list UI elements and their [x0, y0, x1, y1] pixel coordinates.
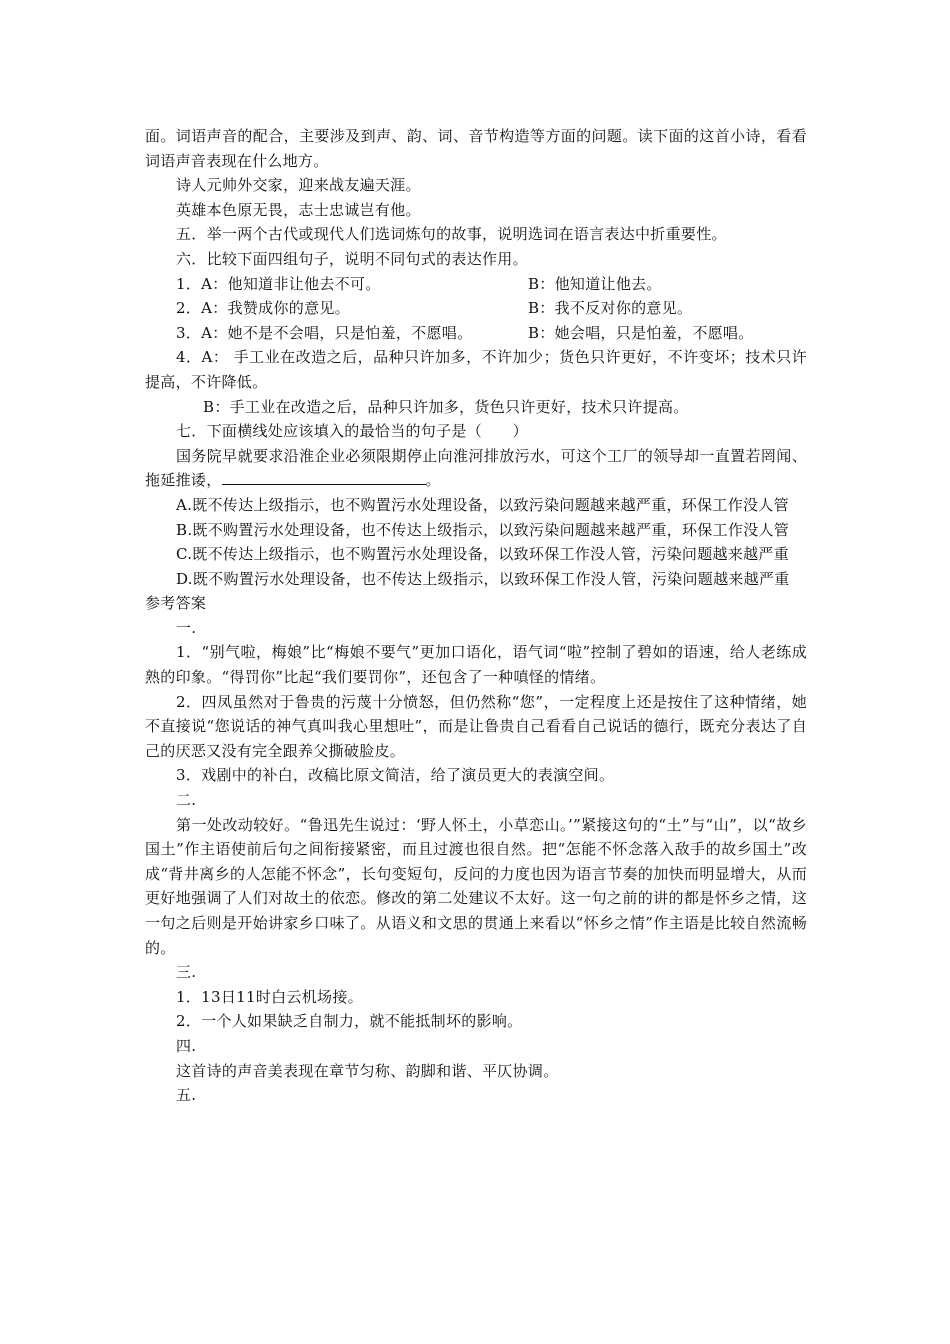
- poem-line: 诗人元帅外交家，迎来战友遍天涯。: [176, 176, 421, 195]
- option-a: A.既不传达上级指示，也不购置污水处理设备，以致污染问题越来越严重，环保工作没人管: [176, 495, 789, 514]
- sentence-b: B：她会唱，只是怕羞，不愿唱。: [528, 323, 754, 342]
- question-6-pair-4-b: B：手工业在改造之后，品种只许加多，货色只许更好，技术只许提高。: [203, 397, 689, 416]
- question-6-pair-2: [145, 296, 807, 321]
- stem-end: 。: [425, 471, 441, 490]
- answer-section-2: 二.: [176, 791, 197, 810]
- answer-3-2: 2．一个人如果缺乏自制力，就不能抵制坏的影响。: [176, 1012, 523, 1031]
- answer-3-1: 1．13日11时白云机场接。: [176, 987, 363, 1006]
- sentence-a: 3．A：她不是不会唱，只是怕羞，不愿唱。: [176, 323, 473, 342]
- question-6-pair-1: [145, 272, 807, 297]
- answer-1-1: 1．“别气啦，梅娘”比“梅娘不要气”更加口语化，语气词“啦”控制了碧如的语速，给人老练成熟的印象。“得罚你”比起“我们要罚你”，还包含了一种嗔怪的情绪。: [145, 643, 807, 687]
- answer-section-4: 四.: [176, 1036, 197, 1055]
- answer-section-1: 一.: [176, 618, 197, 637]
- question-6-pair-4-a: 4．A： 手工业在改造之后，品种只许加多，不许加少；货色只许更好，不许变坏；技术只许提高，不许降低。: [145, 348, 807, 391]
- poem-line: 英雄本色原无畏，志士忠诚岂有他。: [176, 200, 421, 219]
- question-7-stem: [145, 444, 807, 493]
- sentence-b: B：我不反对你的意见。: [528, 299, 693, 318]
- stem-text: 国务院早就要求沿淮企业必须限期停止向淮河排放污水，可这个工厂的领导却一直置若罔闻、拖延推诿，: [145, 446, 807, 490]
- sentence-a: 1．A：他知道非让他去不可。: [176, 274, 381, 293]
- text-line: 面。词语声音的配合，主要涉及到声、韵、词、音节构造等方面的问题。读下面的这首小诗，看看词语声音表现在什么地方。: [145, 127, 807, 170]
- answer-1-2: 2．四凤虽然对于鲁贵的污蔑十分愤怒，但仍然称“您”，一定程度上还是按住了这种情绪，她不直接说“您说话的神气真叫我心里想吐”，而是让鲁贵自己看看自己说话的德行，既充分表达了自己的厌恶又没有完全跟养父撕破脸皮。: [145, 692, 807, 760]
- option-d: D.既不购置污水处理设备，也不传达上级指示，以致环保工作没人管，污染问题越来越严重: [176, 569, 790, 588]
- question-6: 六．比较下面四组句子，说明不同句式的表达作用。: [176, 249, 528, 268]
- document-page: [145, 124, 807, 1108]
- option-b: B.既不购置污水处理设备，也不传达上级指示，以致污染问题越来越严重，环保工作没人管: [176, 520, 790, 539]
- answer-1-3: 3．戏剧中的补白，改稿比原文简洁，给了演员更大的表演空间。: [176, 766, 615, 785]
- sentence-a: 2．A：我赞成你的意见。: [176, 299, 350, 318]
- answer-section-5: 五.: [176, 1086, 197, 1105]
- answer-2-body: 第一处改动较好。“鲁迅先生说过：‘野人怀土，小草恋山。’”紧接这句的“土”与“山”，以“故乡国土”作主语使前后句之间衔接紧密，而且过渡也很自然。把“怎能不怀念落入敌手的故乡国土”改成“背井离乡的人怎能不怀念”，长句变短句，反问的力度也因为语言节奏的加快而明显增大，从而更好地强调了人们对故土的依恋。修改的第二处建议不太好。这一句之前的讲的都是怀乡之情，这一句之后则是开始讲家乡口味了。从语义和文思的贯通上来看以“怀乡之情”作主语是比较自然流畅的。: [145, 815, 807, 957]
- answer-section-3: 三.: [176, 963, 197, 982]
- answer-blank: [222, 468, 426, 485]
- option-c: C.既不传达上级指示，也不购置污水处理设备，以致环保工作没人管，污染问题越来越严重: [176, 545, 790, 564]
- question-5: 五．举一两个古代或现代人们选词炼句的故事，说明选词在语言表达中折重要性。: [176, 225, 727, 244]
- answers-heading: 参考答案: [145, 594, 207, 613]
- question-7: 七．下面横线处应该填入的最恰当的句子是（ ）: [176, 422, 528, 441]
- answer-4-body: 这首诗的声音美表现在章节匀称、韵脚和谐、平仄协调。: [176, 1061, 559, 1080]
- question-6-pair-3: [145, 321, 807, 346]
- sentence-b: B：他知道让他去。: [528, 274, 662, 293]
